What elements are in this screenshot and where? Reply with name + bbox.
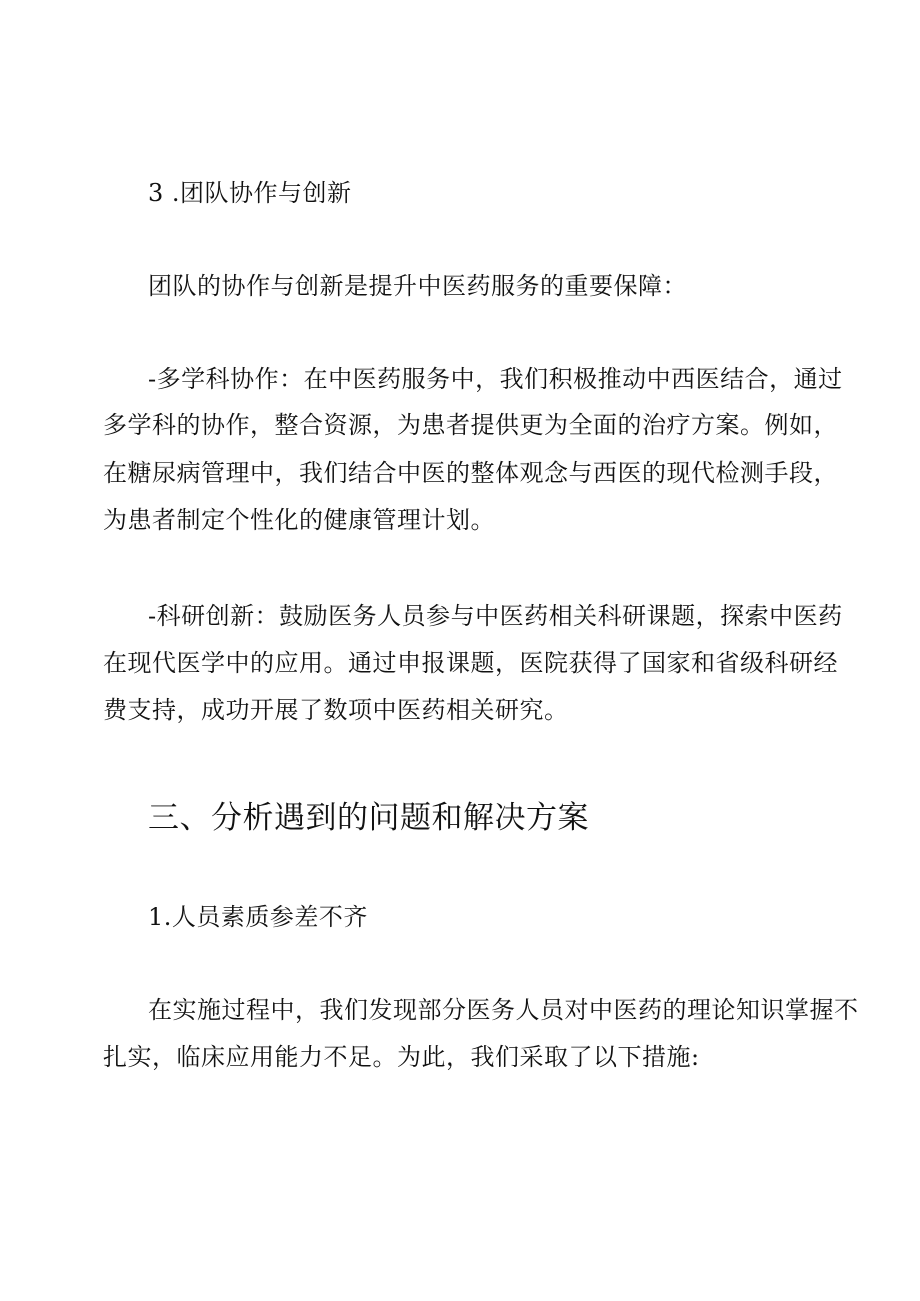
subsection-title: 1.人员素质参差不齐 — [148, 903, 368, 931]
paragraph-line: 在现代医学中的应用。通过申报课题，医院获得了国家和省级科研经 — [103, 649, 838, 677]
paragraph-line: 在糖尿病管理中，我们结合中医的整体观念与西医的现代检测手段， — [103, 459, 838, 487]
paragraph-line: 为患者制定个性化的健康管理计划。 — [103, 506, 495, 534]
section-heading: 三、分析遇到的问题和解决方案 — [148, 800, 589, 836]
paragraph-line: 费支持，成功开展了数项中医药相关研究。 — [103, 696, 569, 724]
paragraph-line: 多学科的协作，整合资源，为患者提供更为全面的治疗方案。例如， — [103, 411, 838, 439]
intro-paragraph: 团队的协作与创新是提升中医药服务的重要保障： — [148, 272, 687, 300]
paragraph-line: -科研创新：鼓励医务人员参与中医药相关科研课题，探索中医药 — [148, 602, 843, 630]
paragraph-line: 在实施过程中，我们发现部分医务人员对中医药的理论知识掌握不 — [148, 996, 859, 1024]
paragraph-line: -多学科协作：在中医药服务中，我们积极推动中西医结合，通过 — [148, 365, 843, 393]
subsection-title: 3 .团队协作与创新 — [148, 179, 352, 207]
paragraph-line: 扎实，临床应用能力不足。为此，我们采取了以下措施: — [103, 1043, 700, 1071]
